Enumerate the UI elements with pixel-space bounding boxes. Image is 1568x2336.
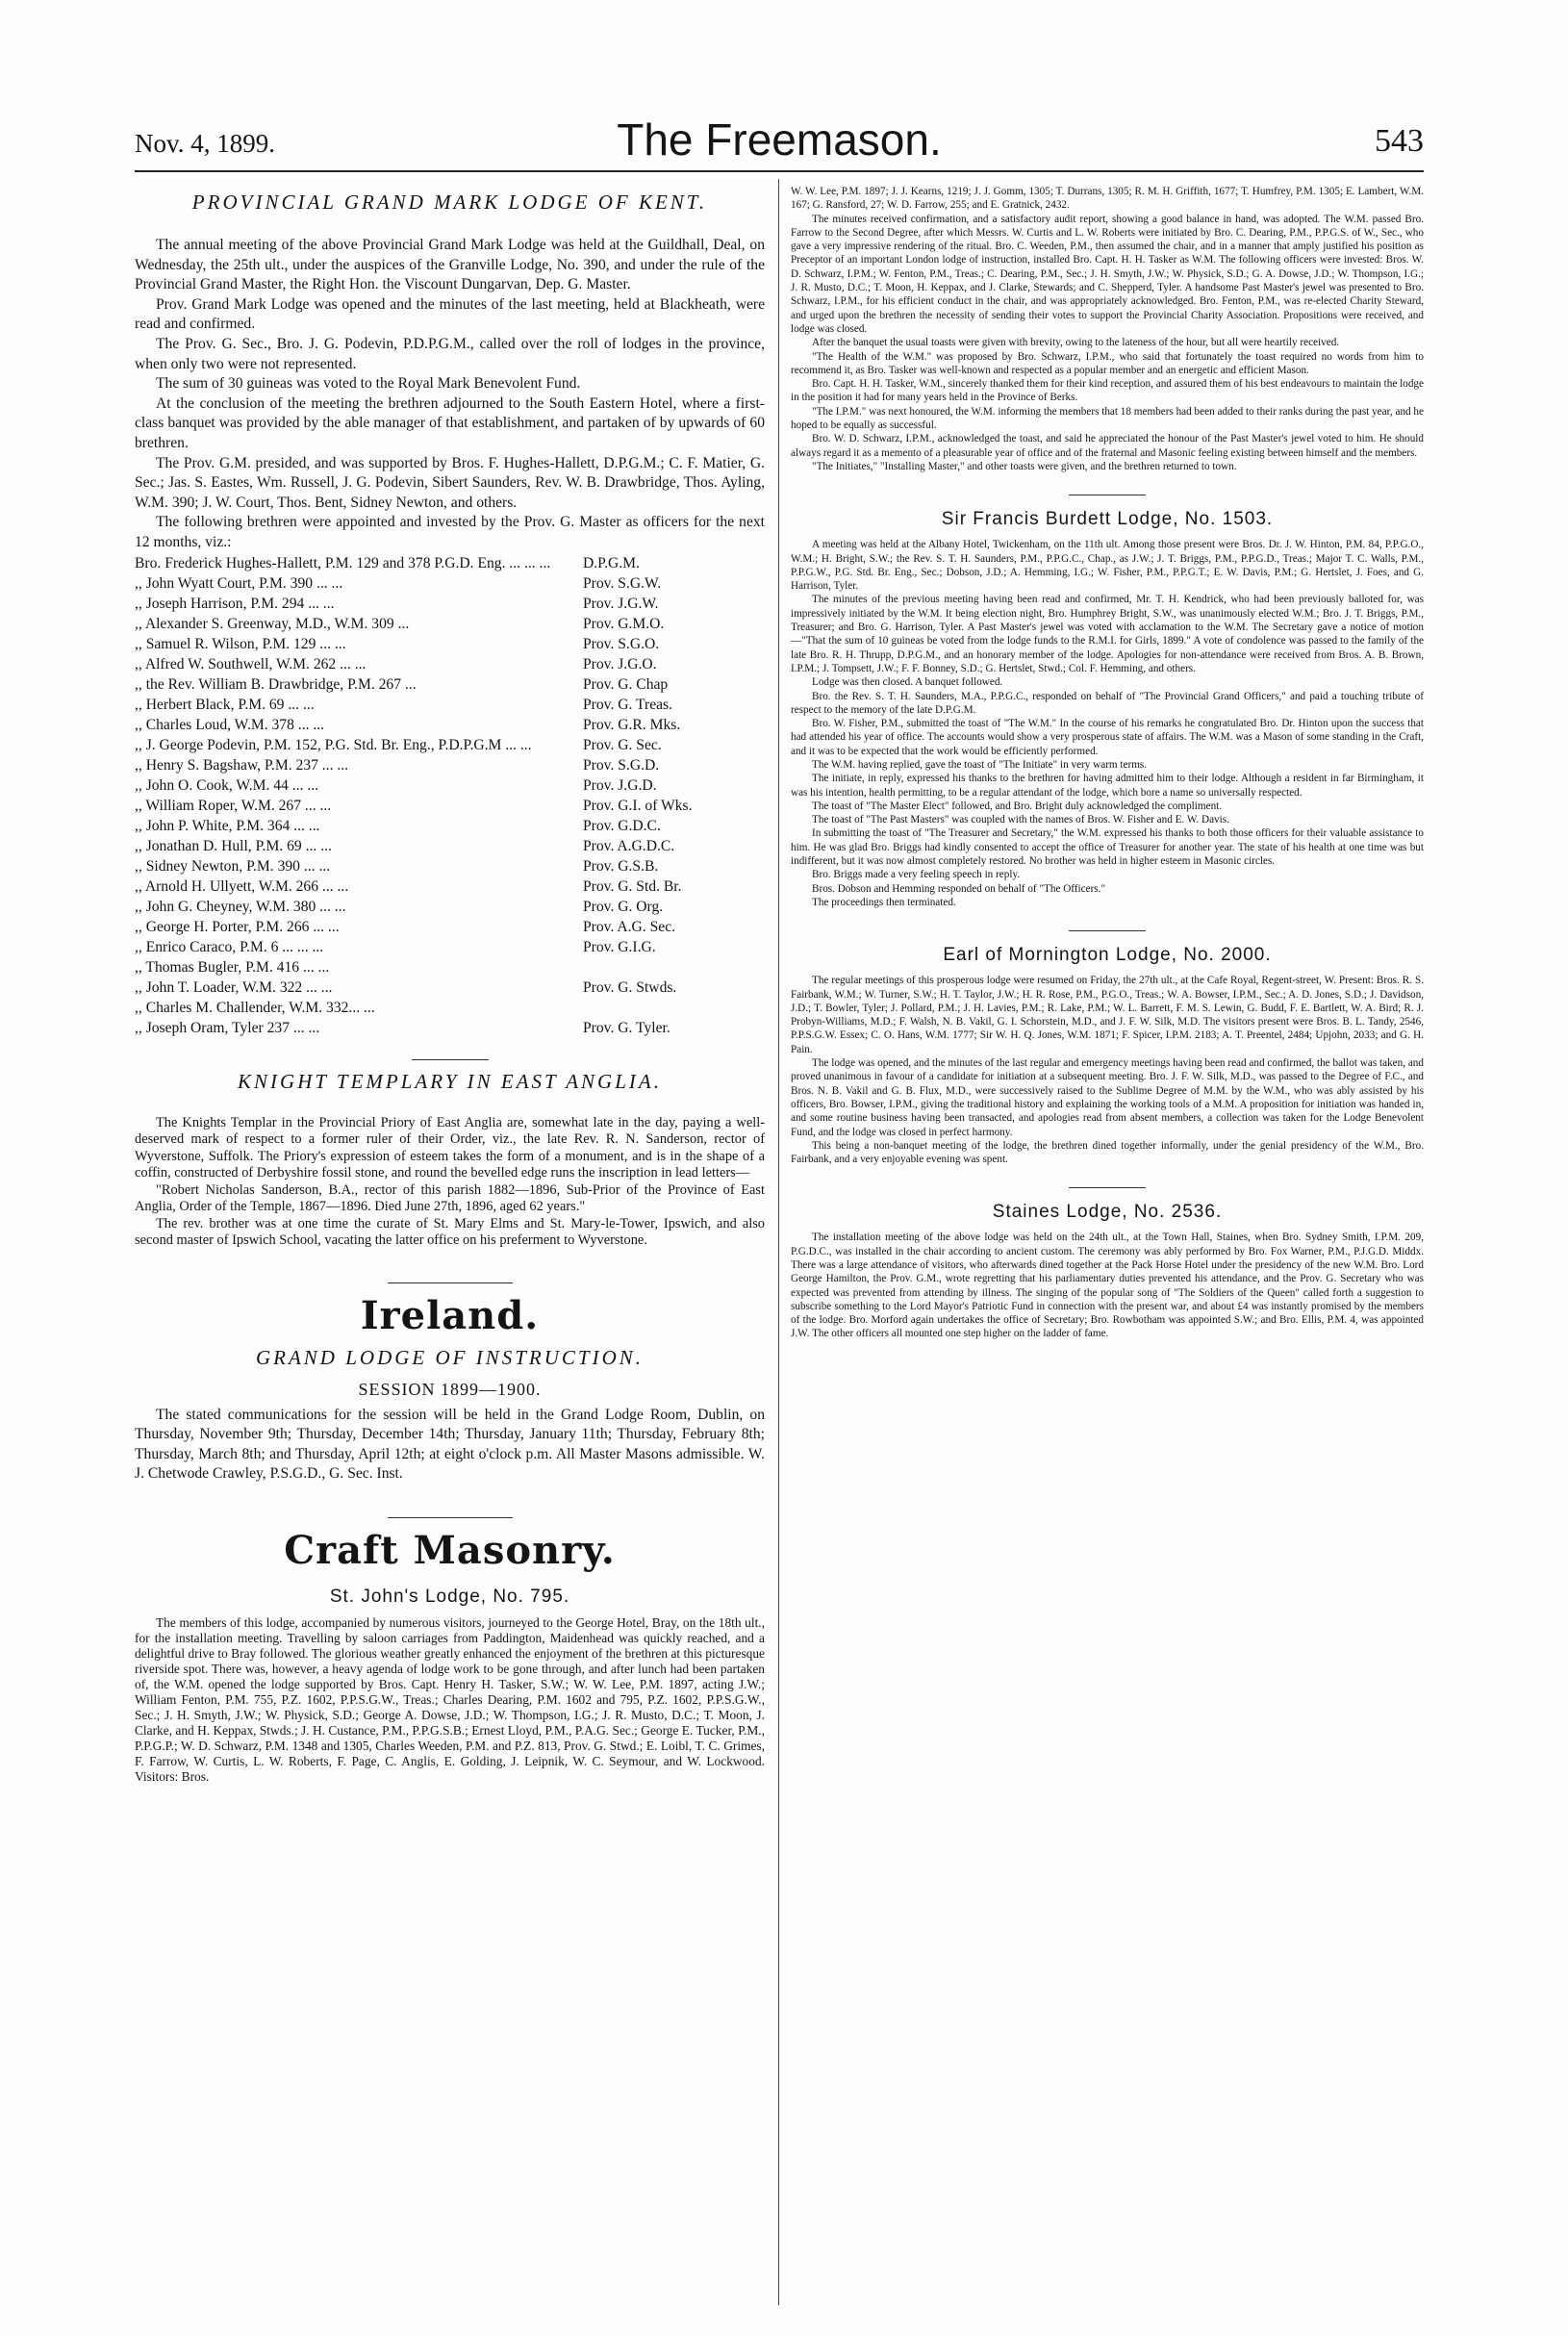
officer-office: D.P.G.M. <box>583 554 640 571</box>
officer-office: Prov. S.G.O. <box>583 635 660 652</box>
st-johns-heading: St. John's Lodge, No. 795. <box>329 1586 570 1607</box>
burdett-paragraph: A meeting was held at the Albany Hotel, Twickenham, on the 11th ult. Among those present were Bros. Dr. J. W. Hinton, P.M. 84, P.P.G.O., W.M.; H. Bright, S.W.; the Rev. S. T. H. Saunders, P.M., P.P.G.C., Chap., as J.W.; J. T. Briggs, P.M., P.P.G.D., Treas.; Major T. C. Walls, P.M., P.P.G.W., P.G. Std. Br. Eng., Sec.; Dobson, J.D.; A. Hemming, I.G.; W. Fisher, P.M., P.P.G.T.; E. W. Davis, P.M.; G. Hertslet, J. Foes, and G. Harrison, Tyler. <box>791 539 1424 593</box>
officer-office: Prov. J.G.O. <box>583 655 657 673</box>
st-johns-paragraph: W. W. Lee, P.M. 1897; J. J. Kearns, 1219; J. J. Gomm, 1305; T. Durrans, 1305; R. M. H. Griffith, 1677; T. Humfrey, P.M. 1305; E. Lambert, W.M. 167; G. Ransford, 27; W. D. Farrow, 255; and E. Gratnick, 2432. <box>791 186 1424 212</box>
mornington-paragraph: The regular meetings of this prosperous lodge were resumed on Friday, the 27th ult., at the Cafe Royal, Regent-street, W. Present: Bros. R. S. Fairbank, W.M.; W. Turner, S.W.; H. T. Taylor, J.W.; H. R. Rose, P.M., P.G.O., Treas.; W. A. Bowser, I.P.M., Sec.; A. D. Jones, S.D.; J. Davidson, J.D.; T. Bowler, Tyler; J. Pollard, P.M.; J. H. Lavies, P.M.; R. Lake, P.M.; W. L. Barrett, F. M. S. Lewin, G. Budd, F. E. Bartlett, W. A. Bird; R. J. Probyn-Williams, M.D.; F. Walsh, N. B. Vakil, G. I. Schorstein, M.D., and J. F. W. Silk, M.D. The visitors present were Bros. B. L. Tandy, 2546, P.P.S.G.W. Essex; C. O. Hans, W.M. 1777; Sir W. H. Q. Jones, W.M. 1871; F. Spicer, I.P.M. 2183; A. T. Preentel, 2484; Upjohn, 2033; and G. H. Pain. <box>791 975 1424 1055</box>
officer-row <box>135 634 765 654</box>
officer-row <box>135 654 765 674</box>
mornington-paragraph: This being a non-banquet meeting of the lodge, the brethren dined together informally, under the genial presidency of the W.M., Bro. Fairbank, and a very enjoyable evening was spent. <box>791 1139 1424 1166</box>
burdett-paragraph: The toast of "The Master Elect" followed, and Bro. Bright duly acknowledged the compliment. <box>812 800 1223 812</box>
issue-date: Nov. 4, 1899. <box>135 129 275 158</box>
st-johns-continued <box>791 185 1424 473</box>
officer-name: ,, Jonathan D. Hull, P.M. 69 ... ... <box>135 837 332 854</box>
officer-office: Prov. G. Sec. <box>583 736 662 753</box>
burdett-paragraph: Bro. W. Fisher, P.M., submitted the toast of "The W.M." In the course of his remarks he congratulated Bro. Dr. Hinton upon the success that had attended his year of office. The accounts would show a very prosperous state of affairs. The W.M. was a Mason of some standing in the Craft, and it was to be expected that the work would be efficiently performed. <box>791 718 1424 757</box>
officer-row <box>135 816 765 836</box>
burdett-paragraph: The minutes of the previous meeting having been read and confirmed, Mr. T. H. Kendrick, who had been previously balloted for, was impressively initiated by the W.M. It being election night, Bro. Humphrey Bright, S.W., was unanimously elected W.M.; Bro. J. T. Briggs, P.M., Treasurer; and Bro. G. Harrison, Tyler. A Past Master's jewel was voted with acclamation to the W.M. The Secretary gave a notice of motion—"That the sum of 10 guineas be voted from the lodge funds to the R.M.I. for Girls, 1899." A vote of condolence was passed to the family of the late Bro. R. H. Thrupp, D.P.G.M., and an honorary member of the lodge. Apologies for non-attendance were received from Bros. A. B. Brown, I.P.M.; J. Tompsett, J.W.; F. F. Bonney, S.D.; G. Hertslet, Stwd.; Col. F. Hemming, and others. <box>791 594 1424 674</box>
kent-paragraph: The following brethren were appointed and invested by the Prov. G. Master as officers for the next 12 months, viz.: <box>135 514 765 550</box>
officer-name: ,, Joseph Oram, Tyler 237 ... ... <box>135 1019 320 1036</box>
officer-row <box>135 796 765 816</box>
burdett-heading: Sir Francis Burdett Lodge, No. 1503. <box>941 509 1274 530</box>
craft-heading: Craft Masonry. <box>284 1527 616 1573</box>
officer-row <box>135 998 765 1018</box>
officer-name: ,, Charles Loud, W.M. 378 ... ... <box>135 716 325 733</box>
officer-row <box>135 553 765 573</box>
officer-name: ,, Arnold H. Ullyett, W.M. 266 ... ... <box>135 877 349 895</box>
masthead <box>135 114 1424 165</box>
officer-row <box>135 897 765 917</box>
officer-row <box>135 614 765 634</box>
st-johns-paragraph: "The I.P.M." was next honoured, the W.M. informing the members that 18 members had been added to their ranks during the past year, and he hoped to be equally as successful. <box>791 405 1424 432</box>
ireland-subheading: GRAND LODGE OF INSTRUCTION. <box>255 1345 644 1369</box>
officer-name: ,, John T. Loader, W.M. 322 ... ... <box>135 978 333 996</box>
burdett-paragraph: Bro. the Rev. S. T. H. Saunders, M.A., P.P.G.C., responded on behalf of "The Provincial Grand Officers," and paid a touching tribute of respect to the memory of the late D.P.G.M. <box>791 690 1424 716</box>
officer-row <box>135 573 765 594</box>
officer-row <box>135 978 765 998</box>
ireland-article <box>135 1406 765 1485</box>
officer-name: ,, Joseph Harrison, P.M. 294 ... ... <box>135 595 335 612</box>
section-rule <box>1069 1187 1146 1188</box>
officer-row <box>135 1018 765 1038</box>
officer-office: Prov. G. Chap <box>583 675 669 693</box>
st-johns-paragraph: The members of this lodge, accompanied by numerous visitors, journeyed to the George Hotel, Bray, on the 18th ult., for the installation meeting. Travelling by saloon carriages from Paddington, Maidenhead was quickly reached, and a delightful drive to Bray followed. The glorious weather greatly enhanced the enjoyment of the brethren at this picturesque riverside spot. There was, however, a heavy agenda of lodge work to be gone through, and after lunch had been partaken of, the W.M. opened the lodge supported by Bros. Capt. Henry H. Tasker, S.W.; W. W. Lee, P.M. 1897, acting J.W.; William Fenton, P.M. 755, P.Z. 1602, P.P.S.G.W., Treas.; Charles Dearing, P.M. 1602 and 795, P.Z. 1602, P.P.S.G.W., Sec.; J. H. Smyth, J.W.; W. Physick, S.D.; George A. Dowse, J.D.; W. Thompson, I.G.; J. R. Musto, D.C.; T. Moon, J. Clarke, and H. Keppax, Stwds.; J. H. Custance, P.M., P.P.G.S.B.; Ernest Lloyd, P.M., P.A.G. Sec.; George E. Tucker, P.M., P.P.G.P.; W. D. Schwarz, P.M. 1348 and 1305, Charles Weeden, P.M. and P.Z. 813, Prov. G. Stwd.; E. Loibl, T. C. Grimes, F. Farrow, W. Curtis, L. W. Roberts, F. Page, C. Anglis, E. Golding, J. Leipnik, W. C. Seymour, and W. Lockwood. Visitors: Bros. <box>135 1614 765 1784</box>
kent-heading: PROVINCIAL GRAND MARK LODGE OF KENT. <box>191 190 708 214</box>
section-rule <box>1069 930 1146 931</box>
st-johns-paragraph: Bro. W. D. Schwarz, I.P.M., acknowledged the toast, and said he appreciated the honour of the Past Master's jewel voted to him. He should always regard it as a memento of a pleasurable year of office and of the fraternal and Masonic feeling existing between himself and the members. <box>791 433 1424 459</box>
officer-name: ,, Alexander S. Greenway, M.D., W.M. 309 ... <box>135 615 410 632</box>
kent-paragraph: Prov. Grand Mark Lodge was opened and the minutes of the last meeting, held at Blackheath, were read and confirmed. <box>135 295 765 333</box>
officer-name: ,, Sidney Newton, P.M. 390 ... ... <box>135 857 331 875</box>
officer-office: Prov. G. Stwds. <box>583 978 677 996</box>
burdett-article <box>791 538 1424 909</box>
kent-paragraph: The sum of 30 guineas was voted to the Royal Mark Benevolent Fund. <box>156 375 581 393</box>
officer-name: Bro. Frederick Hughes-Hallett, P.M. 129 and 378 P.G.D. Eng. ... ... ... <box>135 554 551 571</box>
officer-row <box>135 755 765 775</box>
section-rule <box>388 1282 513 1283</box>
burdett-paragraph: The proceedings then terminated. <box>812 896 956 908</box>
masthead-rule <box>135 170 1424 172</box>
officer-row <box>135 594 765 614</box>
officer-office: Prov. J.G.W. <box>583 595 659 612</box>
officer-office: Prov. G.M.O. <box>583 615 665 632</box>
officer-office: Prov. G. Org. <box>583 898 664 915</box>
officer-office: Prov. G.D.C. <box>583 817 661 834</box>
templary-inscription: "Robert Nicholas Sanderson, B.A., rector of this parish 1882—1896, Sub-Prior of the Province of East Anglia, Order of the Temple, 1867—1896. Died June 27th, 1896, aged 62 years." <box>135 1181 765 1214</box>
staines-paragraph: The installation meeting of the above lodge was held on the 24th ult., at the Town Hall, Staines, when Bro. Sydney Smith, I.P.M. 209, P.G.D.C., was installed in the chair according to ancient custom. The ceremony was ably performed by Bro. Fox Warner, P.M., P.J.G.D. Middx. There was a large attendance of visitors, who afterwards dined together at the Pack Horse Hotel under the presidency of the new W.M. Bro. Lord George Hamilton, the Prov. G.M., wrote regretting that his parliamentary duties prevented his attendance, and the Prov. G. Secretary who was expected was prevented from attending by illness. The singing of the popular song of "The Soldiers of the Queen" called forth a suggestion to subscribe something to the Lord Mayor's Patriotic Fund in connection with the present war, and about £4 was instantly promised by the members of the lodge. Bro. Morford again undertakes the office of Secretary; Bro. Rowbotham was appointed S.W.; and Bro. Ellis, P.M. 4, was appointed J.W. The other officers all mounted one step higher on the ladder of fame. <box>791 1231 1424 1340</box>
officer-row <box>135 715 765 735</box>
officer-office: Prov. J.G.D. <box>583 776 657 794</box>
officer-office: Prov. G.I. of Wks. <box>583 797 693 814</box>
st-johns-paragraph: After the banquet the usual toasts were given with brevity, owing to the lateness of the hour, but all were heartily received. <box>812 337 1340 349</box>
officer-row <box>135 957 765 978</box>
officer-row <box>135 836 765 856</box>
st-johns-article <box>135 1615 765 1785</box>
officer-office: Prov. G.I.G. <box>583 938 656 955</box>
officer-row <box>135 917 765 937</box>
burdett-paragraph: The W.M. having replied, gave the toast of "The Initiate" in very warm terms. <box>812 758 1148 771</box>
officer-office: Prov. G. Std. Br. <box>583 877 682 895</box>
officer-row <box>135 937 765 957</box>
st-johns-paragraph: "The Health of the W.M." was proposed by Bro. Schwarz, I.P.M., who said that fortunately the toast required no words from him to recommend it, as Bro. Tasker was well-known and respected as a popular member and an energetic and efficient Mason. <box>791 350 1424 376</box>
officer-office: Prov. A.G.D.C. <box>583 837 675 854</box>
page-number: 543 <box>1375 123 1424 159</box>
left-column <box>135 185 765 2301</box>
officer-name: ,, Enrico Caraco, P.M. 6 ... ... ... <box>135 938 324 955</box>
officer-office: Prov. G.S.B. <box>583 857 659 875</box>
staines-heading: Staines Lodge, No. 2536. <box>992 1202 1223 1223</box>
kent-paragraph: The Prov. G.M. presided, and was supported by Bros. F. Hughes-Hallett, D.P.G.M.; C. F. Matier, G. Sec.; Jas. S. Eastes, Wm. Russell, J. G. Podevin, Sibert Saunders, Rev. W. B. Drawbridge, Thos. Ayling, W.M. 390; J. W. Court, Thos. Bent, Sidney Newton, and others. <box>135 454 765 511</box>
burdett-paragraph: The toast of "The Past Masters" was coupled with the names of Bros. W. Fisher and E. W. Davis. <box>812 814 1229 826</box>
ireland-heading: Ireland. <box>360 1292 540 1338</box>
column-divider <box>778 179 779 2305</box>
kent-paragraph: At the conclusion of the meeting the brethren adjourned to the South Eastern Hotel, where a first-class banquet was provided by the able manager of that establishment, and partaken of by upwards of 60 brethren. <box>135 394 765 451</box>
officer-row <box>135 674 765 695</box>
officer-office: Prov. G. Tyler. <box>583 1019 670 1036</box>
officer-office: Prov. A.G. Sec. <box>583 918 676 935</box>
officer-office: Prov. S.G.W. <box>583 574 662 592</box>
mornington-paragraph: The lodge was opened, and the minutes of the last regular and emergency meetings having been read and confirmed, the ballot was taken, and proved unanimous in favour of a candidate for initiation at a subsequent meeting. Bro. J. F. W. Silk, M.D., was passed to the Degree of F.C., and Bros. N. B. Vakil and G. B. Flux, M.D., were successively raised to the Sublime Degree of M.M. by the W.M., who was ably assisted by his officers, Bro. Bowser, I.P.M., giving the traditional history and explaining the working tools of a M.M. A proposition for initiation was handed in, and some routine business having been transacted, and apologies read from absent members, a collection was taken for the Lodge Benevolent Fund, and the lodge was closed in perfect harmony. <box>791 1057 1424 1138</box>
section-rule <box>412 1059 489 1060</box>
mornington-heading: Earl of Mornington Lodge, No. 2000. <box>943 945 1272 966</box>
burdett-paragraph: Lodge was then closed. A banquet followed. <box>812 676 1003 689</box>
right-column <box>791 185 1424 2301</box>
officer-office: Prov. G.R. Mks. <box>583 716 681 733</box>
kent-paragraph: The Prov. G. Sec., Bro. J. G. Podevin, P.D.P.G.M., called over the roll of lodges in the province, when only two were not represented. <box>135 335 765 372</box>
ireland-paragraph: The stated communications for the session will be held in the Grand Lodge Room, Dublin, on Thursday, November 9th; Thursday, December 14th; Thursday, January 11th; Thursday, February 8th; Thursday, March 8th; and Thursday, April 12th; at eight o'clock p.m. All Master Masons admissible. W. J. Chetwode Crawley, P.S.G.D., G. Sec. Inst. <box>135 1406 765 1483</box>
officer-name: ,, John P. White, P.M. 364 ... ... <box>135 817 320 834</box>
officer-office: Prov. S.G.D. <box>583 756 660 774</box>
officer-office: Prov. G. Treas. <box>583 696 672 713</box>
officer-row <box>135 695 765 715</box>
publication-title: The Freemason. <box>617 114 942 165</box>
templary-heading: KNIGHT TEMPLARY IN EAST ANGLIA. <box>238 1069 662 1093</box>
officer-row <box>135 876 765 897</box>
officer-name: ,, J. George Podevin, P.M. 152, P.G. Std. Br. Eng., P.D.P.G.M ... ... <box>135 736 532 753</box>
templary-paragraph: The rev. brother was at one time the curate of St. Mary Elms and St. Mary-le-Tower, Ipswich, and also second master of Ipswich School, vacating the latter office on his preferment to Wyverstone. <box>135 1215 765 1248</box>
st-johns-paragraph: Bro. Capt. H. H. Tasker, W.M., sincerely thanked them for their kind reception, and assured them of his best endeavours to maintain the lodge in the position it had for many years held in the Province of Berks. <box>791 378 1424 404</box>
officer-name: ,, William Roper, W.M. 267 ... ... <box>135 797 332 814</box>
staines-article <box>791 1231 1424 1340</box>
st-johns-paragraph: "The Initiates," "Installing Master," and other toasts were given, and the brethren returned to town. <box>812 460 1237 472</box>
officer-name: ,, Henry S. Bagshaw, P.M. 237 ... ... <box>135 756 349 774</box>
templary-article <box>135 1115 765 1250</box>
mornington-article <box>791 974 1424 1166</box>
officer-name: ,, George H. Porter, P.M. 266 ... ... <box>135 918 340 935</box>
officer-row <box>135 735 765 755</box>
officer-name: ,, John Wyatt Court, P.M. 390 ... ... <box>135 574 343 592</box>
kent-article <box>135 236 765 553</box>
officer-name: ,, Samuel R. Wilson, P.M. 129 ... ... <box>135 635 346 652</box>
burdett-paragraph: In submitting the toast of "The Treasurer and Secretary," the W.M. expressed his thanks to both those officers for their valuable assistance to him. He was glad Bro. Briggs had kindly consented to accept the office of Treasurer for another year. The state of his health at one time was but indifferent, but it was now almost completely restored. No brother was held in higher esteem in Masonic circles. <box>791 827 1424 868</box>
officer-name: ,, Alfred W. Southwell, W.M. 262 ... ... <box>135 655 367 673</box>
officer-name: ,, the Rev. William B. Drawbridge, P.M. 267 ... <box>135 675 417 693</box>
officer-name: ,, Thomas Bugler, P.M. 416 ... ... <box>135 958 330 976</box>
kent-paragraph: The annual meeting of the above Provincial Grand Mark Lodge was held at the Guildhall, Deal, on Wednesday, the 25th ult., under the auspices of the Granville Lodge, No. 390, and under the rule of the Provincial Grand Master, the Right Hon. the Viscount Dungarvan, Dep. G. Master. <box>135 237 765 293</box>
officer-name: ,, John O. Cook, W.M. 44 ... ... <box>135 776 319 794</box>
st-johns-paragraph: The minutes received confirmation, and a satisfactory audit report, showing a good balance in hand, was adopted. The W.M. passed Bro. Farrow to the Second Degree, after which Messrs. W. Curtis and L. W. Roberts were initiated by Bro. C. Dearing, P.M., P.P.G.S. of W., Sec., who gave a very impressive rendering of the ritual. Bro. C. Weeden, P.M., then assumed the chair, and in a manner that amply justified his position as Preceptor of an important London lodge of instruction, installed Bro. Capt. H. H. Tasker as W.M. The following officers were invested: Bros. W. D. Schwarz, I.P.M.; W. Fenton, P.M., Treas.; C. Dearing, P.M., Sec.; J. H. Smyth, J.W.; W. Physick, S.D.; G. A. Dowse, J.D.; W. Thompson, I.G.; J. R. Musto, D.C.; T. Moon, H. Keppax, and J. Clarke, Stewards; and C. Shepperd, Tyler. A handsome Past Master's jewel was presented to Bro. Schwarz, I.P.M., for his efficient conduct in the chair, and was appropriately acknowledged. Bro. Fenton, P.M., was re-elected Charity Steward, and urged upon the brethren the necessity of sending their votes to support the Provincial Charity Association. Propositions were received, and lodge was closed. <box>791 213 1424 335</box>
officer-row <box>135 856 765 876</box>
officer-list <box>135 553 765 1038</box>
officer-name: ,, John G. Cheyney, W.M. 380 ... ... <box>135 898 346 915</box>
burdett-paragraph: The initiate, in reply, expressed his thanks to the brethren for having admitted him to their lodge. Although a resident in far Birmingham, it was his intention, health permitting, to be a regular attendant of the lodge, which bore a name so universally respected. <box>791 773 1424 799</box>
templary-paragraph: The Knights Templar in the Provincial Priory of East Anglia are, somewhat late in the day, paying a well-deserved mark of respect to a former ruler of their Order, viz., the late Rev. R. N. Sanderson, rector of Wyverstone, Suffolk. The Priory's expression of esteem takes the form of a monument, and is in the shape of a coffin, constructed of Derbyshire fossil stone, and round the bevelled edge runs the inscription in lead letters— <box>135 1114 765 1181</box>
session-line: SESSION 1899—1900. <box>358 1379 542 1399</box>
officer-name: ,, Charles M. Challender, W.M. 332... ... <box>135 999 375 1016</box>
section-rule <box>388 1517 513 1518</box>
burdett-paragraph: Bros. Dobson and Hemming responded on behalf of "The Officers." <box>812 882 1106 895</box>
burdett-paragraph: Bro. Briggs made a very feeling speech in reply. <box>812 869 1021 881</box>
officer-name: ,, Herbert Black, P.M. 69 ... ... <box>135 696 315 713</box>
officer-row <box>135 775 765 796</box>
